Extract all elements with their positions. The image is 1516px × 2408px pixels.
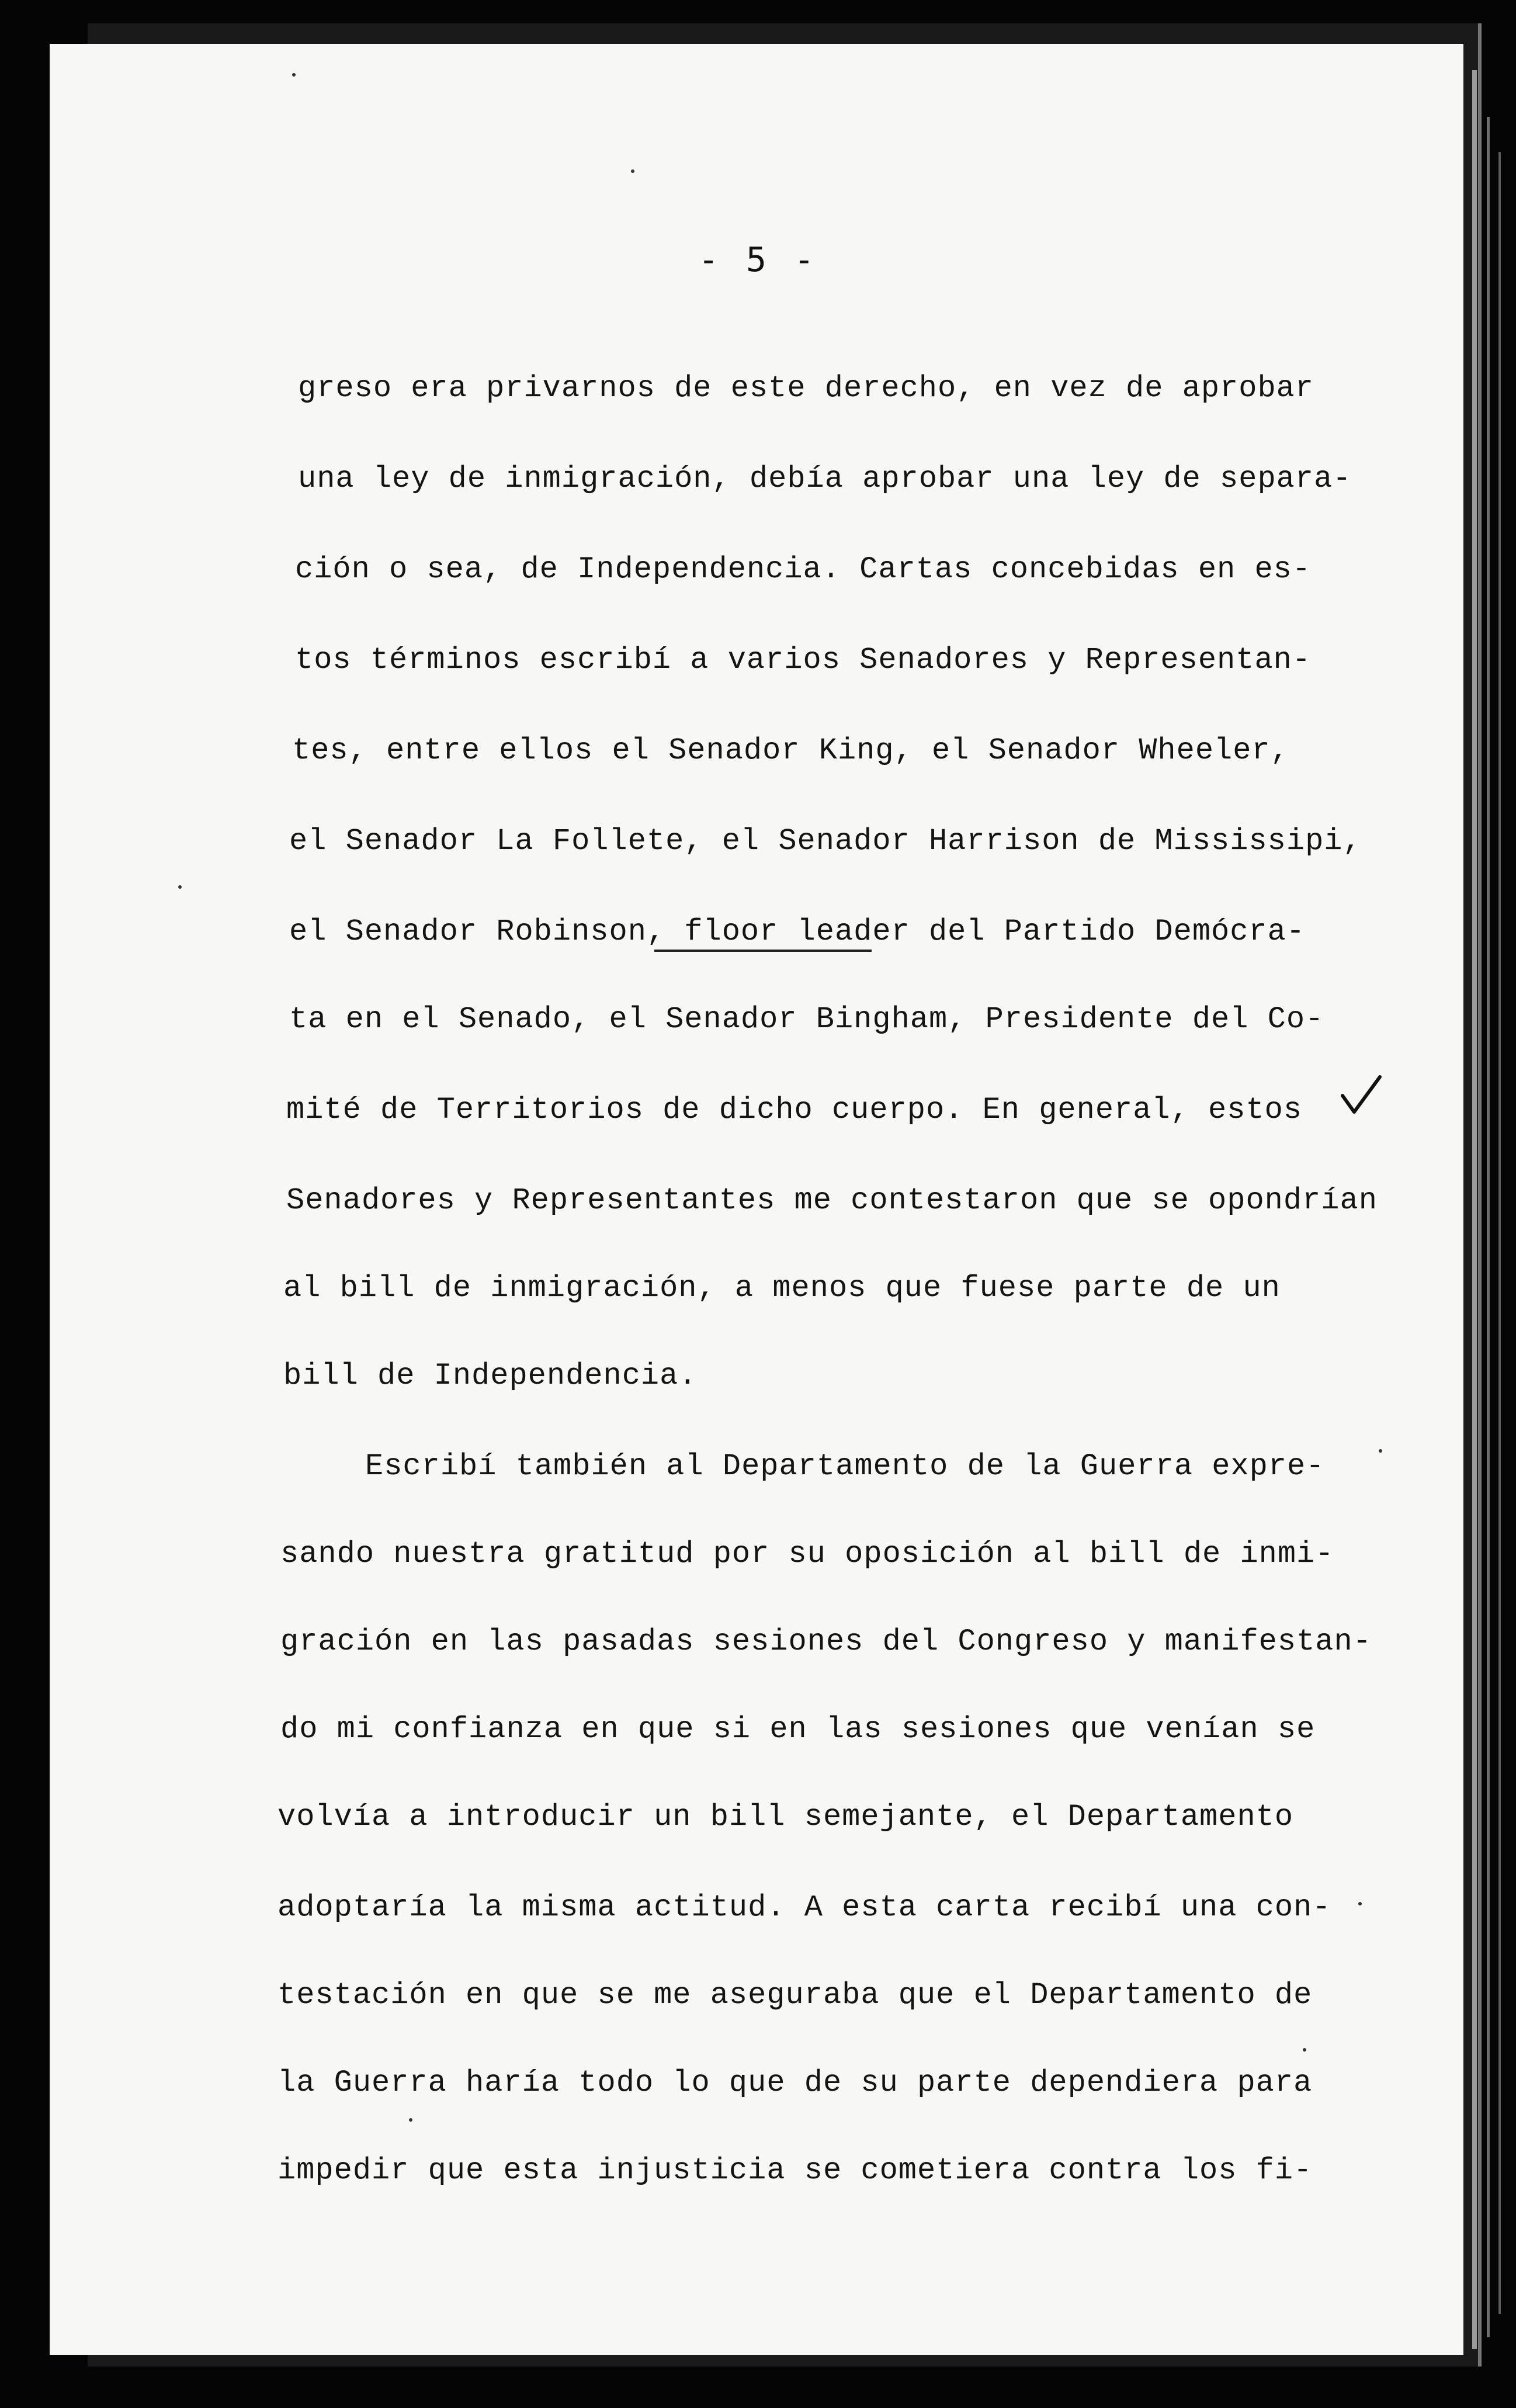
text-line: ción o sea, de Independencia. Cartas concebidas en es-	[295, 552, 1312, 587]
text-line: do mi confianza en que si en las sesiones que venían se	[280, 1712, 1316, 1747]
text-line: sando nuestra gratitud por su oposición al bill de inmi-	[280, 1537, 1334, 1571]
page-number: - 5 -	[698, 240, 818, 279]
scan-speck	[631, 169, 634, 173]
scan-speck	[1303, 2048, 1306, 2052]
text-line: la Guerra haría todo lo que de su parte dependiera para	[277, 2066, 1313, 2100]
text-line: volvía a introducir un bill semejante, el Departamento	[277, 1800, 1294, 1834]
scan-speck	[292, 73, 296, 77]
sheet-edge	[1498, 152, 1501, 2314]
text-line: el Senador La Follete, el Senador Harrison de Mississipi,	[289, 824, 1362, 858]
scan-speck	[409, 2118, 412, 2122]
text-line: bill de Independencia.	[283, 1359, 698, 1393]
scan-speck	[1379, 1449, 1382, 1453]
text-line: tos términos escribí a varios Senadores y Representan-	[295, 643, 1312, 677]
check-mark-icon	[1338, 1072, 1385, 1119]
text-line: mité de Territorios de dicho cuerpo. En general, estos	[286, 1093, 1303, 1127]
text-line: adoptaría la misma actitud. A esta carta recibí una con-	[277, 1890, 1331, 1925]
text-line: impedir que esta injusticia se cometiera contra los fi-	[277, 2153, 1313, 2188]
sheet-edge	[1487, 117, 1490, 2337]
text-line: tes, entre ellos el Senador King, el Senador Wheeler,	[292, 733, 1289, 768]
scan-speck	[178, 885, 182, 889]
text-line: greso era privarnos de este derecho, en vez de aprobar	[298, 371, 1314, 406]
sheet-edge	[1472, 70, 1477, 2349]
floor-leader-underline	[654, 950, 872, 952]
text-line: testación en que se me aseguraba que el Departamento de	[277, 1978, 1313, 2012]
text-line: al bill de inmigración, a menos que fuese parte de un	[283, 1271, 1281, 1305]
scan-speck	[1358, 1902, 1362, 1905]
text-line: gración en las pasadas sesiones del Congreso y manifestan-	[280, 1624, 1372, 1659]
text-line: Senadores y Representantes me contestaron que se opondrían	[286, 1183, 1378, 1218]
text-line: Escribí también al Departamento de la Guerra expre-	[365, 1449, 1325, 1484]
text-line: una ley de inmigración, debía aprobar una ley de separa-	[298, 462, 1352, 496]
text-line: ta en el Senado, el Senador Bingham, Presidente del Co-	[289, 1002, 1324, 1037]
text-line: el Senador Robinson, floor leader del Partido Demócra-	[289, 914, 1306, 949]
